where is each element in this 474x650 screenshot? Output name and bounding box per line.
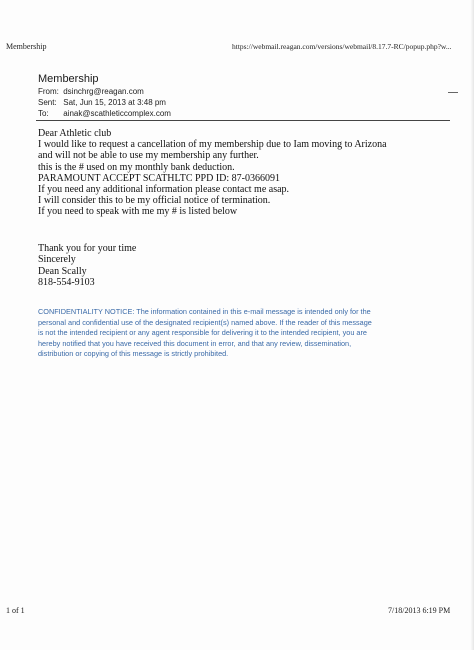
email-subject: Membership xyxy=(38,73,99,85)
print-header-title: Membership xyxy=(6,42,47,51)
sent-label: Sent: xyxy=(38,98,57,107)
scan-mark xyxy=(448,92,458,93)
to-label: To: xyxy=(38,109,49,118)
body-line: I would like to request a cancellation of my membership due to Iam moving to Arizona xyxy=(38,139,387,151)
notice-line: hereby notified that you have received this document in error, and that any review, dissemination, xyxy=(38,338,352,348)
print-header-url: https://webmail.reagan.com/versions/webmail/8.17.7-RC/popup.php?w... xyxy=(232,42,452,51)
notice-line: CONFIDENTIALITY NOTICE: The information contained in this e-mail message is intended only for the xyxy=(38,307,371,316)
page-edge-shadow xyxy=(470,0,474,650)
body-line: If you need to speak with me my # is listed below xyxy=(38,206,238,218)
signature-line: Thank you for your time xyxy=(38,243,137,254)
signature-line: 818-554-9103 xyxy=(38,276,95,288)
body-line: PARAMOUNT ACCEPT SCATHLTC PPD ID: 87-0366091 xyxy=(38,172,280,184)
signature-line: Dean Scally xyxy=(38,265,87,277)
notice-line: distribution or copying of this message is strictly prohibited. xyxy=(38,349,229,359)
body-line: and will not be able to use my membership any further. xyxy=(38,150,259,162)
confidentiality-notice xyxy=(38,307,458,360)
body-line: I will consider this to be my official notice of termination. xyxy=(38,195,271,207)
email-from-row xyxy=(38,87,144,96)
email-body xyxy=(38,128,458,218)
header-divider xyxy=(36,120,450,121)
to-value: ainak@scathleticcomplex.com xyxy=(63,109,171,118)
notice-line: is not the intended recipient or any agent responsible for delivering it to the intended recipient, you are xyxy=(38,328,367,338)
print-footer-page-count: 1 of 1 xyxy=(6,606,25,615)
notice-line: personal and confidential use of the designated recipient(s) named above. If the reader of this message xyxy=(38,317,372,327)
body-line: If you need any additional information please contact me asap. xyxy=(38,184,290,196)
body-line: this is the # used on my monthly bank deduction. xyxy=(38,161,235,173)
email-sent-row xyxy=(38,98,166,107)
from-value: dsinchrg@reagan.com xyxy=(63,87,144,96)
signature-line: Sincerely xyxy=(38,254,76,266)
sent-value: Sat, Jun 15, 2013 at 3:48 pm xyxy=(63,98,166,107)
email-to-row xyxy=(38,109,171,118)
print-footer-timestamp: 7/18/2013 6:19 PM xyxy=(388,606,451,615)
body-line: Dear Athletic club xyxy=(38,128,112,139)
from-label: From: xyxy=(38,87,59,96)
email-signature xyxy=(38,243,338,288)
